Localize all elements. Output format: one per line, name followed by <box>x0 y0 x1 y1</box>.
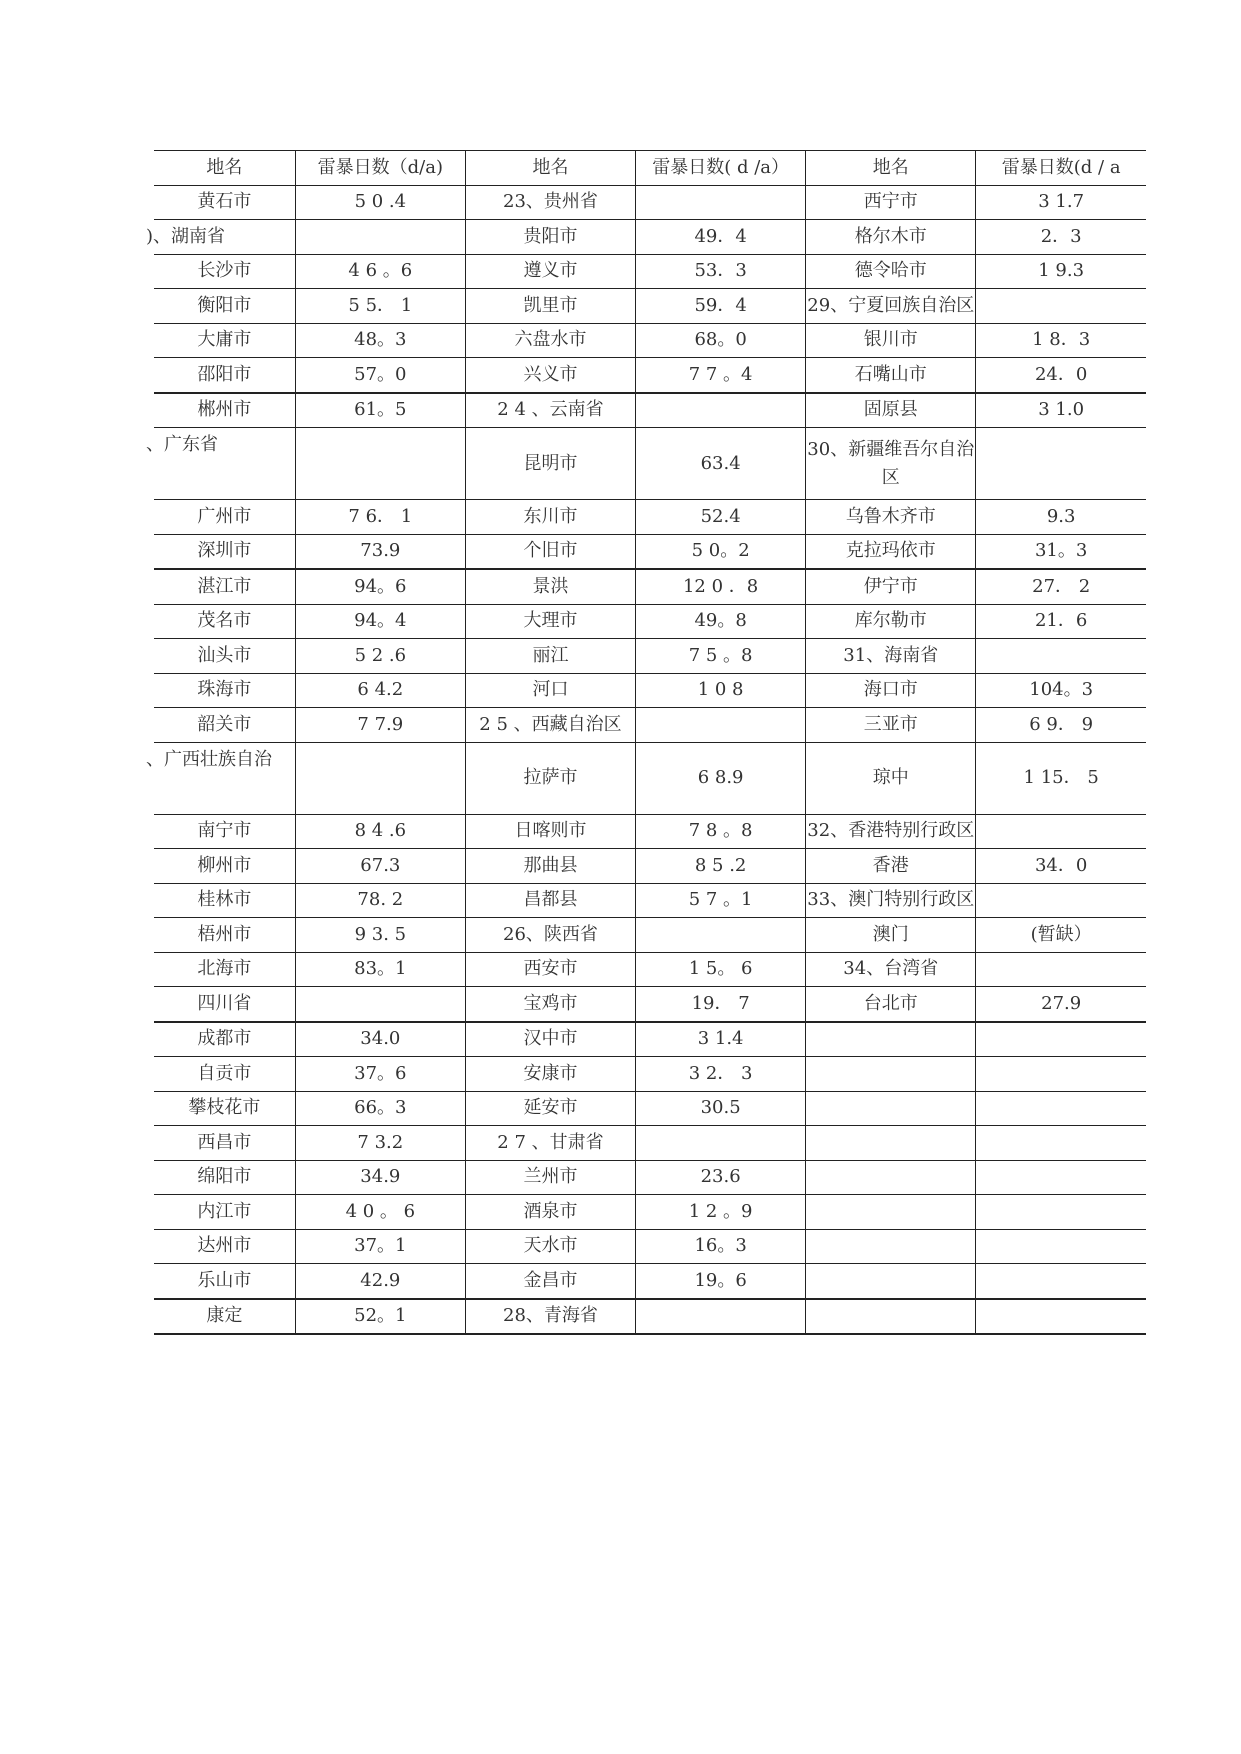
table-row <box>154 814 1146 849</box>
place-name-cell: 郴州市 <box>154 393 295 428</box>
place-name-cell: 29、宁夏回族自治区 <box>806 289 976 324</box>
place-name-cell: 桂林市 <box>154 883 295 918</box>
place-name-cell: 珠海市 <box>154 673 295 708</box>
place-name-cell <box>806 1022 976 1057</box>
place-name-cell: 大理市 <box>465 604 635 639</box>
place-name-cell: 三亚市 <box>806 708 976 743</box>
place-name-cell: 汕头市 <box>154 639 295 674</box>
thunder-days-cell <box>976 1229 1146 1264</box>
place-name-cell: 34、台湾省 <box>806 952 976 987</box>
table-body <box>146 151 1146 1335</box>
thunder-days-cell: 4 0 。 6 <box>295 1195 465 1230</box>
thunder-days-cell: 3 1.0 <box>976 393 1146 428</box>
thunder-days-cell <box>636 1299 806 1335</box>
thunder-days-cell: 7 5 。8 <box>636 639 806 674</box>
table-row <box>154 185 1146 220</box>
place-name-cell: 兴义市 <box>465 358 635 393</box>
thunder-days-cell <box>976 289 1146 324</box>
place-name-cell: 自贡市 <box>154 1057 295 1092</box>
place-name-cell: 昆明市 <box>465 428 635 500</box>
thunder-days-cell <box>295 428 465 500</box>
place-name-cell: 2 5 、西藏自治区 <box>465 708 635 743</box>
place-name-cell: )、湖南省 <box>154 220 295 255</box>
place-name-cell: 32、香港特别行政区 <box>806 814 976 849</box>
table-row <box>154 708 1146 743</box>
thunder-days-cell: 78. 2 <box>295 883 465 918</box>
thunder-days-cell <box>976 639 1146 674</box>
thunder-days-cell: 68。0 <box>636 323 806 358</box>
place-name-cell: 个旧市 <box>465 534 635 569</box>
thunder-days-cell: 42.9 <box>295 1264 465 1299</box>
thunder-days-cell: 5 0。2 <box>636 534 806 569</box>
thunder-days-cell: 59．4 <box>636 289 806 324</box>
table-row <box>154 534 1146 569</box>
place-name-cell: 六盘水市 <box>465 323 635 358</box>
table-row <box>154 569 1146 604</box>
place-name-cell: 梧州市 <box>154 918 295 953</box>
header-thunder-days-1: 雷暴日数（d/a) <box>295 151 465 186</box>
table-row <box>154 1229 1146 1264</box>
thunder-days-cell: 37。6 <box>295 1057 465 1092</box>
thunder-days-cell: 61。5 <box>295 393 465 428</box>
thunder-days-cell: 34.9 <box>295 1160 465 1195</box>
place-name-cell: 东川市 <box>465 500 635 535</box>
place-name-cell: 湛江市 <box>154 569 295 604</box>
table-row <box>154 673 1146 708</box>
thunder-days-cell: 52。1 <box>295 1299 465 1335</box>
table-row <box>154 1299 1146 1335</box>
place-name-cell: 四川省 <box>154 987 295 1022</box>
place-name-cell: 兰州市 <box>465 1160 635 1195</box>
thunder-days-cell: 5 7 。1 <box>636 883 806 918</box>
thunder-days-cell: 2．3 <box>976 220 1146 255</box>
place-name-cell <box>806 1229 976 1264</box>
thunder-days-cell: 24．0 <box>976 358 1146 393</box>
thunder-days-cell <box>976 1022 1146 1057</box>
place-name-cell: 格尔木市 <box>806 220 976 255</box>
thunder-days-cell: 63.4 <box>636 428 806 500</box>
thunder-days-cell: 27.9 <box>976 987 1146 1022</box>
table-row <box>154 358 1146 393</box>
place-name-cell: 康定 <box>154 1299 295 1335</box>
thunder-days-cell: 6 4.2 <box>295 673 465 708</box>
thunder-days-cell: 94。4 <box>295 604 465 639</box>
place-name-cell: 银川市 <box>806 323 976 358</box>
thunder-days-cell: 37。1 <box>295 1229 465 1264</box>
thunder-days-cell <box>976 952 1146 987</box>
thunder-days-cell <box>636 708 806 743</box>
thunder-days-cell: 67.3 <box>295 849 465 884</box>
place-name-cell: 海口市 <box>806 673 976 708</box>
thunder-days-cell <box>976 1091 1146 1126</box>
table-row <box>154 849 1146 884</box>
thunder-days-cell <box>976 814 1146 849</box>
table-row <box>154 604 1146 639</box>
thunder-days-cell: 7 7 。4 <box>636 358 806 393</box>
place-name-cell: 西安市 <box>465 952 635 987</box>
thunder-days-cell: 9 3. 5 <box>295 918 465 953</box>
place-name-cell: 西宁市 <box>806 185 976 220</box>
place-name-cell: 澳门 <box>806 918 976 953</box>
table-row <box>154 1195 1146 1230</box>
place-name-cell: 遵义市 <box>465 254 635 289</box>
thunder-days-cell <box>295 742 465 814</box>
table-row <box>154 987 1146 1022</box>
thunder-days-cell: 83。1 <box>295 952 465 987</box>
table-row <box>154 428 1146 500</box>
table-row <box>154 254 1146 289</box>
place-name-cell: 安康市 <box>465 1057 635 1092</box>
table-row <box>154 220 1146 255</box>
table-row <box>154 289 1146 324</box>
thunder-days-cell <box>976 1299 1146 1335</box>
thunder-days-cell: 6 9． 9 <box>976 708 1146 743</box>
place-name-cell: 、广东省 <box>154 428 295 500</box>
thunderstorm-days-table <box>146 150 1146 1335</box>
header-place-name-2: 地名 <box>465 151 635 186</box>
thunder-days-cell: 12 0 ．8 <box>636 569 806 604</box>
thunder-days-cell: 3 1.4 <box>636 1022 806 1057</box>
place-name-cell: 伊宁市 <box>806 569 976 604</box>
place-name-cell: 茂名市 <box>154 604 295 639</box>
thunder-days-cell: 1 8．3 <box>976 323 1146 358</box>
thunder-days-cell: 16。3 <box>636 1229 806 1264</box>
header-place-name-1: 地名 <box>154 151 295 186</box>
thunder-days-cell: (暂缺） <box>976 918 1146 953</box>
table-row <box>154 1057 1146 1092</box>
place-name-cell <box>806 1264 976 1299</box>
thunder-days-cell: 19。6 <box>636 1264 806 1299</box>
thunder-days-cell: 7 8 。8 <box>636 814 806 849</box>
place-name-cell <box>806 1160 976 1195</box>
thunder-days-cell: 1 9.3 <box>976 254 1146 289</box>
thunder-days-cell <box>976 428 1146 500</box>
thunder-days-cell: 21．6 <box>976 604 1146 639</box>
place-name-cell: 固原县 <box>806 393 976 428</box>
place-name-cell <box>806 1126 976 1161</box>
place-name-cell: 成都市 <box>154 1022 295 1057</box>
thunder-days-cell: 23.6 <box>636 1160 806 1195</box>
header-place-name-3: 地名 <box>806 151 976 186</box>
thunder-days-cell: 8 5 .2 <box>636 849 806 884</box>
thunder-days-cell <box>976 1195 1146 1230</box>
table-row <box>154 639 1146 674</box>
thunder-days-cell: 52.4 <box>636 500 806 535</box>
thunder-days-cell: 48。3 <box>295 323 465 358</box>
place-name-cell: 28、青海省 <box>465 1299 635 1335</box>
thunder-days-cell: 94。6 <box>295 569 465 604</box>
header-row <box>154 151 1146 186</box>
thunder-days-cell: 34.0 <box>295 1022 465 1057</box>
table-row <box>154 918 1146 953</box>
place-name-cell: 深圳市 <box>154 534 295 569</box>
place-name-cell: 衡阳市 <box>154 289 295 324</box>
place-name-cell: 天水市 <box>465 1229 635 1264</box>
place-name-cell: 30、新疆维吾尔自治区 <box>806 428 976 500</box>
thunder-days-cell: 104。3 <box>976 673 1146 708</box>
table-row <box>154 1264 1146 1299</box>
thunder-days-cell: 53．3 <box>636 254 806 289</box>
thunder-days-cell <box>295 987 465 1022</box>
thunder-days-cell: 5 5． 1 <box>295 289 465 324</box>
thunder-days-cell <box>636 185 806 220</box>
place-name-cell: 德令哈市 <box>806 254 976 289</box>
thunder-days-cell: 6 8.9 <box>636 742 806 814</box>
thunder-days-cell: 73.9 <box>295 534 465 569</box>
place-name-cell: 西昌市 <box>154 1126 295 1161</box>
place-name-cell: 台北市 <box>806 987 976 1022</box>
place-name-cell: 乌鲁木齐市 <box>806 500 976 535</box>
place-name-cell: 乐山市 <box>154 1264 295 1299</box>
thunder-days-cell <box>636 393 806 428</box>
header-thunder-days-2: 雷暴日数( d /a） <box>636 151 806 186</box>
place-name-cell: 香港 <box>806 849 976 884</box>
place-name-cell: 内江市 <box>154 1195 295 1230</box>
place-name-cell: 达州市 <box>154 1229 295 1264</box>
thunder-days-cell: 1 0 8 <box>636 673 806 708</box>
place-name-cell <box>806 1299 976 1335</box>
place-name-cell: 攀枝花市 <box>154 1091 295 1126</box>
place-name-cell: 韶关市 <box>154 708 295 743</box>
thunder-days-cell: 31。3 <box>976 534 1146 569</box>
place-name-cell: 33、澳门特别行政区 <box>806 883 976 918</box>
thunder-days-cell: 7 3.2 <box>295 1126 465 1161</box>
place-name-cell: 23、贵州省 <box>465 185 635 220</box>
thunder-days-cell: 5 2 .6 <box>295 639 465 674</box>
table-row <box>154 1160 1146 1195</box>
thunder-days-cell: 3 1.7 <box>976 185 1146 220</box>
thunder-days-cell: 19． 7 <box>636 987 806 1022</box>
place-name-cell: 2 7 、甘肃省 <box>465 1126 635 1161</box>
thunder-days-cell: 3 2． 3 <box>636 1057 806 1092</box>
thunder-days-cell: 1 2 。9 <box>636 1195 806 1230</box>
place-name-cell: 26、陕西省 <box>465 918 635 953</box>
place-name-cell <box>806 1195 976 1230</box>
thunder-days-cell <box>976 1057 1146 1092</box>
place-name-cell: 宝鸡市 <box>465 987 635 1022</box>
place-name-cell: 石嘴山市 <box>806 358 976 393</box>
thunder-days-cell: 7 6． 1 <box>295 500 465 535</box>
thunder-days-cell: 5 0 .4 <box>295 185 465 220</box>
place-name-cell: 黄石市 <box>154 185 295 220</box>
thunder-days-cell: 57。0 <box>295 358 465 393</box>
place-name-cell: 北海市 <box>154 952 295 987</box>
place-name-cell: 长沙市 <box>154 254 295 289</box>
header-thunder-days-3: 雷暴日数(d / a <box>976 151 1146 186</box>
thunder-days-cell: 49。8 <box>636 604 806 639</box>
place-name-cell: 库尔勒市 <box>806 604 976 639</box>
place-name-cell: 日喀则市 <box>465 814 635 849</box>
thunder-days-cell: 30.5 <box>636 1091 806 1126</box>
thunder-days-cell <box>295 220 465 255</box>
table-row <box>154 500 1146 535</box>
place-name-cell: 金昌市 <box>465 1264 635 1299</box>
thunder-days-cell <box>976 1126 1146 1161</box>
place-name-cell: 景洪 <box>465 569 635 604</box>
place-name-cell: 绵阳市 <box>154 1160 295 1195</box>
place-name-cell: 、广西壮族自治 <box>154 742 295 814</box>
place-name-cell: 大庸市 <box>154 323 295 358</box>
thunder-days-cell: 9.3 <box>976 500 1146 535</box>
table-row <box>154 1022 1146 1057</box>
table-row <box>154 1091 1146 1126</box>
place-name-cell: 南宁市 <box>154 814 295 849</box>
thunder-days-cell: 8 4 .6 <box>295 814 465 849</box>
thunder-days-cell: 66。3 <box>295 1091 465 1126</box>
table-row <box>154 883 1146 918</box>
thunder-days-cell: 34．0 <box>976 849 1146 884</box>
place-name-cell: 汉中市 <box>465 1022 635 1057</box>
place-name-cell: 31、海南省 <box>806 639 976 674</box>
place-name-cell: 克拉玛依市 <box>806 534 976 569</box>
thunder-days-cell: 1 15． 5 <box>976 742 1146 814</box>
place-name-cell <box>806 1091 976 1126</box>
thunder-days-cell: 49．4 <box>636 220 806 255</box>
place-name-cell: 昌都县 <box>465 883 635 918</box>
place-name-cell: 贵阳市 <box>465 220 635 255</box>
place-name-cell: 邵阳市 <box>154 358 295 393</box>
place-name-cell: 琼中 <box>806 742 976 814</box>
place-name-cell: 柳州市 <box>154 849 295 884</box>
place-name-cell: 延安市 <box>465 1091 635 1126</box>
place-name-cell: 广州市 <box>154 500 295 535</box>
place-name-cell: 丽江 <box>465 639 635 674</box>
thunder-days-cell: 7 7.9 <box>295 708 465 743</box>
thunder-days-cell <box>636 1126 806 1161</box>
thunder-days-cell <box>976 1264 1146 1299</box>
table-row <box>154 393 1146 428</box>
table-row <box>154 323 1146 358</box>
place-name-cell: 那曲县 <box>465 849 635 884</box>
place-name-cell: 2 4 、云南省 <box>465 393 635 428</box>
thunder-days-cell <box>976 1160 1146 1195</box>
thunder-days-cell <box>636 918 806 953</box>
thunder-days-cell: 4 6 。6 <box>295 254 465 289</box>
table-row <box>154 742 1146 814</box>
place-name-cell: 拉萨市 <box>465 742 635 814</box>
place-name-cell: 河口 <box>465 673 635 708</box>
thunder-days-cell: 1 5。 6 <box>636 952 806 987</box>
place-name-cell: 凯里市 <box>465 289 635 324</box>
place-name-cell <box>806 1057 976 1092</box>
thunder-days-cell: 27． 2 <box>976 569 1146 604</box>
thunder-days-cell <box>976 883 1146 918</box>
table-row <box>154 1126 1146 1161</box>
place-name-cell: 酒泉市 <box>465 1195 635 1230</box>
table-row <box>154 952 1146 987</box>
